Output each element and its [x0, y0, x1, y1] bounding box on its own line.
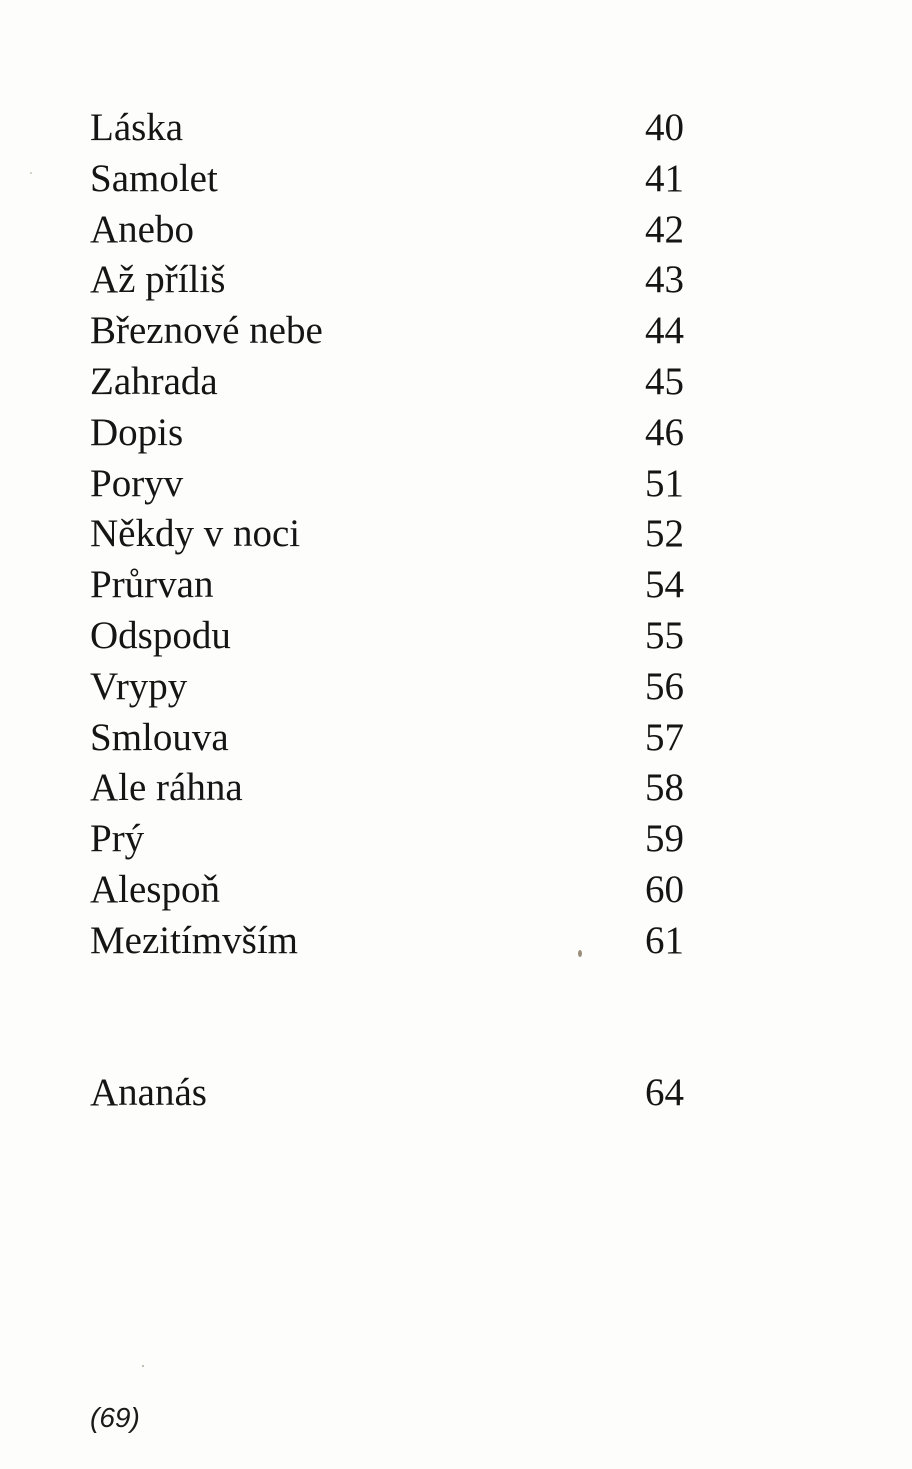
- toc-entry-page: 56: [645, 664, 684, 708]
- toc-entry: [90, 306, 684, 357]
- toc-entry-page: 45: [645, 359, 684, 403]
- toc-entry: [90, 713, 684, 764]
- toc-entry-title: Poryv: [90, 461, 184, 505]
- toc-entry-title: Láska: [90, 106, 184, 149]
- toc-entry-title: Někdy v noci: [90, 512, 301, 556]
- toc-entry: [90, 560, 684, 611]
- toc-entry: [90, 154, 684, 205]
- toc-entry-title: Anebo: [90, 207, 194, 251]
- toc-entry-title: Průrvan: [90, 563, 214, 607]
- toc-entry-title: Dopis: [90, 410, 184, 454]
- table-of-contents: [90, 103, 684, 967]
- toc-entry-page: 54: [645, 563, 684, 607]
- toc-entry-title: Zahrada: [90, 359, 218, 403]
- toc-entry: [90, 509, 684, 560]
- toc-entry-page: 40: [645, 106, 684, 149]
- toc-entry-page: 51: [645, 461, 684, 505]
- page-number: (69): [90, 1402, 140, 1433]
- toc-entry: [90, 662, 684, 713]
- toc-entry-title: Alespoň: [90, 867, 220, 911]
- toc-entry-page: 52: [645, 512, 684, 556]
- toc-entry: [90, 357, 684, 408]
- toc-entry: [90, 255, 684, 306]
- toc-entry: [90, 103, 684, 154]
- toc-entry-page: 55: [645, 613, 684, 657]
- toc-entry-title: Ale ráhna: [90, 766, 243, 810]
- toc-extra-section: [90, 1068, 684, 1119]
- toc-entry-page: 57: [645, 715, 684, 759]
- toc-entry-page: 64: [645, 1071, 684, 1114]
- toc-entry: [90, 459, 684, 510]
- toc-entry: [90, 408, 684, 459]
- toc-entry-title: Prý: [90, 817, 145, 861]
- toc-entry-page: 60: [645, 867, 684, 911]
- paper-speck: [578, 950, 582, 957]
- toc-entry: [90, 1068, 684, 1119]
- toc-entry-page: 61: [645, 918, 684, 962]
- toc-entry-page: 42: [645, 207, 684, 251]
- toc-entry: [90, 205, 684, 256]
- toc-entry: [90, 865, 684, 916]
- toc-entry: [90, 763, 684, 814]
- toc-entry-page: 43: [645, 258, 684, 302]
- toc-entry-page: 46: [645, 410, 684, 454]
- toc-entry: [90, 611, 684, 662]
- paper-speck: [142, 1365, 144, 1367]
- toc-entry-page: 44: [645, 309, 684, 353]
- toc-entry-title: Vrypy: [90, 664, 188, 708]
- toc-entry-page: 41: [645, 156, 684, 200]
- toc-entry-title: Březnové nebe: [90, 309, 323, 353]
- toc-entry-page: 59: [645, 817, 684, 861]
- toc-entry-title: Odspodu: [90, 613, 231, 657]
- paper-speck: [30, 172, 32, 174]
- toc-entry-title: Samolet: [90, 156, 218, 200]
- toc-entry-title: Ananás: [90, 1071, 207, 1114]
- toc-entry-title: Smlouva: [90, 715, 229, 759]
- toc-entry-title: Až příliš: [90, 258, 226, 302]
- toc-entry: [90, 916, 684, 967]
- toc-entry: [90, 814, 684, 865]
- toc-entry-title: Mezitímvším: [90, 918, 298, 962]
- toc-entry-page: 58: [645, 766, 684, 810]
